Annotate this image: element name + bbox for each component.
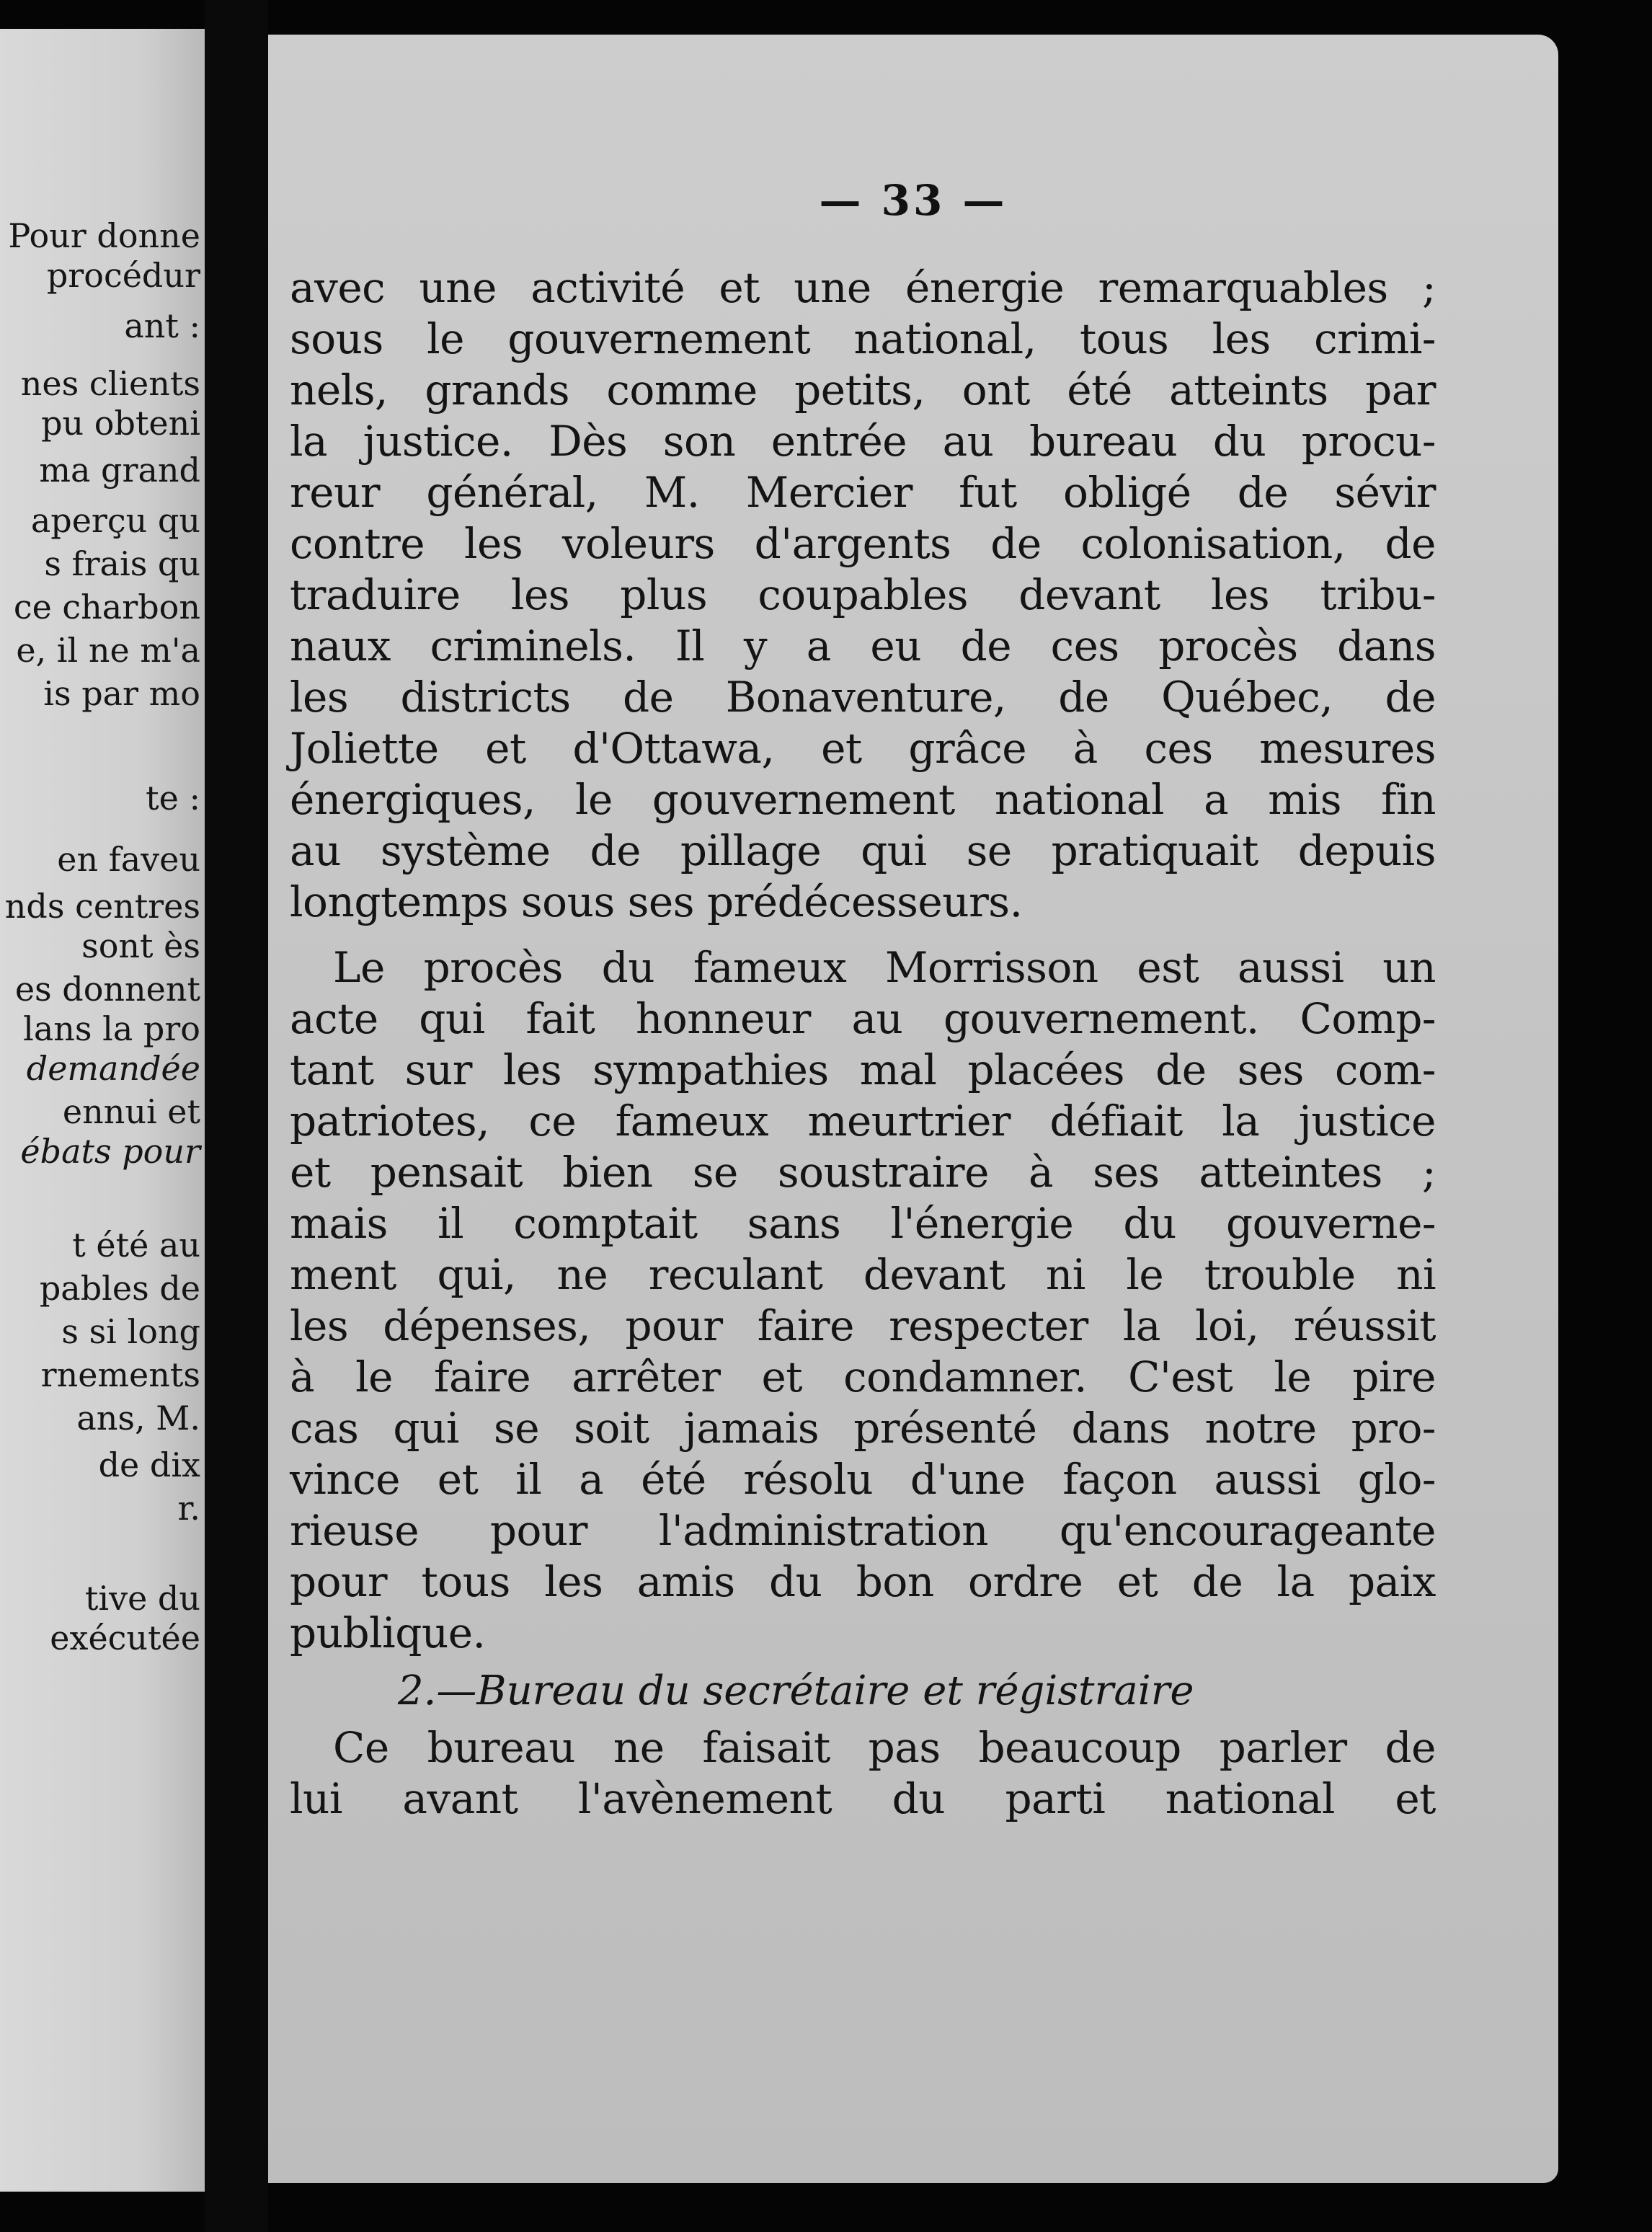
text-line: cas qui se soit jamais présenté dans notre pro-	[290, 1404, 1436, 1453]
text-line: publique.	[290, 1608, 486, 1657]
text-line: à le faire arrêter et condamner. C'est le pire	[290, 1352, 1436, 1401]
page-body	[290, 262, 1436, 1825]
left-page-line: sont ès	[81, 926, 200, 965]
left-page-line: ant :	[124, 306, 200, 345]
left-page-line: ennui et	[62, 1092, 200, 1131]
right-page	[268, 35, 1558, 2183]
text-line: traduire les plus coupables devant les tribu-	[290, 570, 1436, 619]
text-line: Joliette et d'Ottawa, et grâce à ces mesures	[290, 724, 1436, 773]
left-page-line: t été au	[72, 1226, 200, 1265]
text-line: au système de pillage qui se pratiquait depuis	[290, 826, 1436, 875]
text-line: avec une activité et une énergie remarquables ;	[290, 263, 1436, 312]
text-line: acte qui fait honneur au gouvernement. Comp-	[290, 994, 1436, 1043]
left-page-line: pables de	[39, 1269, 200, 1308]
section-heading: 2.—Bureau du secrétaire et régistraire	[398, 1668, 1194, 1714]
left-page-line: Pour donne	[8, 216, 200, 255]
text-line: rieuse pour l'administration qu'encourageante	[290, 1506, 1436, 1555]
text-line: naux criminels. Il y a eu de ces procès dans	[290, 621, 1436, 670]
left-page-line: nes clients	[20, 364, 200, 403]
text-line: contre les voleurs d'argents de colonisation, de	[290, 519, 1436, 568]
text-line: les districts de Bonaventure, de Québec, de	[290, 673, 1436, 722]
text-line: longtemps sous ses prédécesseurs.	[290, 877, 1023, 926]
text-line: la justice. Dès son entrée au bureau du procu-	[290, 417, 1436, 466]
left-page-line: pu obteni	[41, 404, 200, 443]
left-page-line: is par mo	[43, 674, 200, 713]
left-page-line: aperçu qu	[30, 501, 200, 540]
left-page-fragment	[0, 29, 205, 2192]
left-page-line: demandée	[26, 1049, 200, 1088]
text-line: lui avant l'avènement du parti national et	[290, 1774, 1436, 1823]
left-page-line: te :	[146, 779, 200, 818]
left-page-line: exécutée	[50, 1618, 200, 1657]
left-page-line: tive du	[84, 1579, 200, 1618]
text-line: Ce bureau ne faisait pas beaucoup parler de	[333, 1723, 1436, 1772]
left-page-line: e, il ne m'a	[16, 631, 200, 670]
text-line: pour tous les amis du bon ordre et de la paix	[290, 1557, 1436, 1606]
text-line: énergiques, le gouvernement national a mis fin	[290, 775, 1436, 824]
text-line: les dépenses, pour faire respecter la loi, réussit	[290, 1301, 1436, 1350]
page-number: — 33 —	[819, 176, 1008, 225]
text-line: et pensait bien se soustraire à ses atteintes ;	[290, 1148, 1436, 1197]
left-page-line: s si long	[61, 1312, 200, 1351]
left-page-line: ma grand	[39, 451, 200, 490]
left-page-line: en faveu	[57, 840, 200, 879]
left-page-line: s frais qu	[44, 544, 200, 583]
text-line: nels, grands comme petits, ont été atteints par	[290, 366, 1436, 415]
text-line: reur général, M. Mercier fut obligé de sévir	[290, 468, 1436, 517]
left-page-line: rnements	[40, 1355, 200, 1394]
text-line: sous le gouvernement national, tous les crimi-	[290, 314, 1436, 363]
text-line: vince et il a été résolu d'une façon aussi glo-	[290, 1455, 1436, 1504]
left-page-line: es donnent	[14, 970, 200, 1009]
left-page-line: de dix	[98, 1445, 200, 1484]
left-page-line: ans, M.	[76, 1399, 200, 1438]
left-page-line: lans la pro	[23, 1009, 200, 1048]
left-page-line: ébats pour	[20, 1132, 200, 1171]
left-page-line: procédur	[46, 256, 200, 295]
left-page-line: r.	[177, 1489, 200, 1528]
left-page-line: ce charbon	[13, 588, 200, 626]
text-line: mais il comptait sans l'énergie du gouverne-	[290, 1199, 1436, 1248]
text-line: ment qui, ne reculant devant ni le trouble ni	[290, 1250, 1436, 1299]
text-line: Le procès du fameux Morrisson est aussi un	[333, 943, 1436, 992]
text-line: tant sur les sympathies mal placées de ses com-	[290, 1045, 1436, 1094]
text-line: patriotes, ce fameux meurtrier défiait la justice	[290, 1097, 1436, 1146]
book-gutter	[205, 0, 268, 2232]
left-page-line: nds centres	[4, 887, 200, 926]
